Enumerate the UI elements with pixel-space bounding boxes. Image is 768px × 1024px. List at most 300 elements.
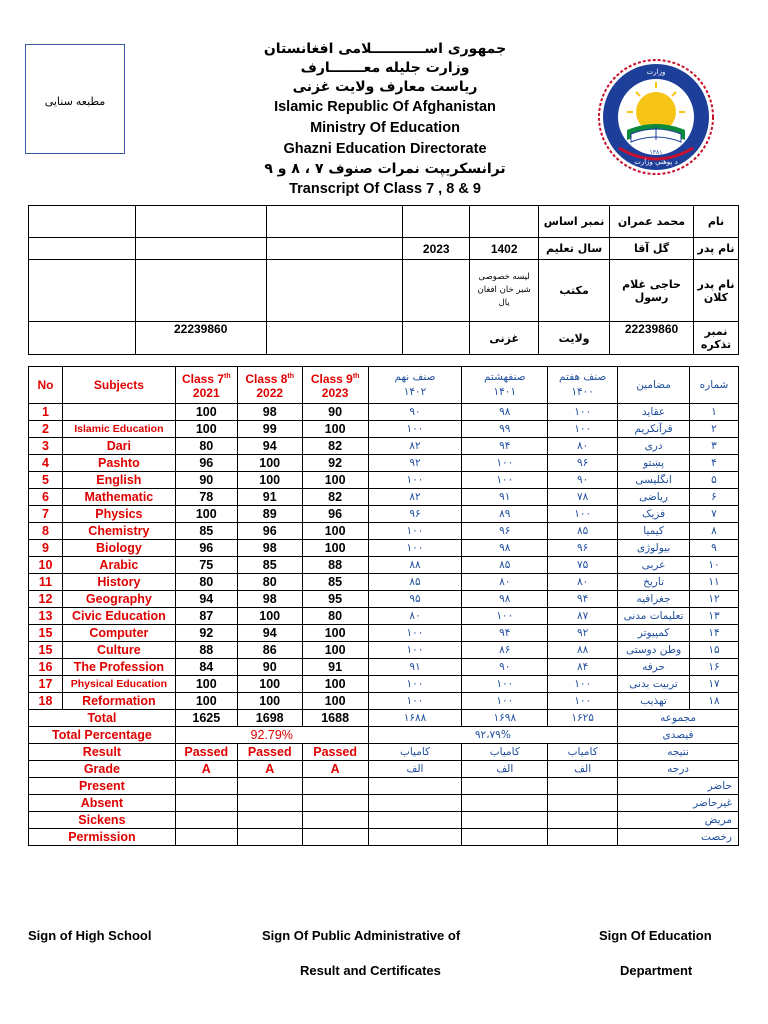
subject-name: English [62, 472, 175, 489]
percentage-label-fa: فیصدی [618, 727, 739, 744]
subject-name: Islamic Education [62, 421, 175, 438]
total-class8: 1698 [237, 710, 302, 727]
subject-number-fa: ۱۷ [690, 676, 739, 693]
col-class8: Class 8th 2022 [237, 367, 302, 404]
class9-score: 100 [302, 421, 368, 438]
sickens-cell [302, 812, 368, 829]
present-cell [237, 778, 302, 795]
result-class7: Passed [175, 744, 237, 761]
present-cell [302, 778, 368, 795]
grades-table [28, 366, 739, 846]
grade-class7: A [175, 761, 237, 778]
fa9-score: ۹۶ [368, 506, 462, 523]
fa8-score: ۸۵ [462, 557, 548, 574]
sickens-cell [368, 812, 462, 829]
result-label: Result [29, 744, 176, 761]
subject-name-fa: دری [618, 438, 690, 455]
col-fa-no: شماره [690, 367, 739, 404]
subject-name-fa: عربی [618, 557, 690, 574]
fa9-score: ۹۱ [368, 659, 462, 676]
class7-score: 96 [175, 540, 237, 557]
subject-row [29, 625, 739, 642]
subject-number: 6 [29, 489, 63, 506]
fa8-score: ۸۹ [462, 506, 548, 523]
subject-number: 15 [29, 625, 63, 642]
subject-name: Geography [62, 591, 175, 608]
class9-score: 100 [302, 540, 368, 557]
subject-name-fa: کیمیا [618, 523, 690, 540]
subject-name: Reformation [62, 693, 175, 710]
absent-label-fa: غیرحاضر [618, 795, 739, 812]
class7-score: 100 [175, 693, 237, 710]
col-subjects: Subjects [62, 367, 175, 404]
class7-score: 94 [175, 591, 237, 608]
document-header [250, 40, 520, 200]
fa7-score: ۸۸ [548, 642, 618, 659]
fa8-score: ۹۴ [462, 438, 548, 455]
father-label: نام پدر [693, 238, 738, 260]
subject-name: Computer [62, 625, 175, 642]
ministry-logo [597, 58, 715, 176]
percentage-label: Total Percentage [29, 727, 176, 744]
class8-score: 89 [237, 506, 302, 523]
total-fa7: ۱۶۲۵ [548, 710, 618, 727]
class9-score: 80 [302, 608, 368, 625]
subject-name-fa: انگلیسی [618, 472, 690, 489]
class8-score: 98 [237, 591, 302, 608]
sign-education-dept-line2: Department [620, 963, 693, 978]
sickens-label-fa: مریض [618, 812, 739, 829]
fa8-score: ۹۸ [462, 540, 548, 557]
fa8-score: ۱۰۰ [462, 676, 548, 693]
col-fa7: صنف هفتم ۱۴۰۰ [548, 367, 618, 404]
subject-row [29, 421, 739, 438]
present-label: Present [29, 778, 176, 795]
class9-score: 96 [302, 506, 368, 523]
permission-cell [548, 829, 618, 846]
fa9-score: ۱۰۰ [368, 693, 462, 710]
subject-number: 2 [29, 421, 63, 438]
class7-score: 100 [175, 506, 237, 523]
class7-score: 96 [175, 455, 237, 472]
subject-number-fa: ۸ [690, 523, 739, 540]
total-fa9: ۱۶۸۸ [368, 710, 462, 727]
class7-score: 90 [175, 472, 237, 489]
class9-score: 85 [302, 574, 368, 591]
subject-number-fa: ۱۶ [690, 659, 739, 676]
class8-score: 85 [237, 557, 302, 574]
col-class9: Class 9th 2023 [302, 367, 368, 404]
fa7-score: ۹۲ [548, 625, 618, 642]
sickens-label: Sickens [29, 812, 176, 829]
header-ministry-en: Ministry Of Education [310, 120, 460, 136]
subject-row [29, 455, 739, 472]
subject-number-fa: ۴ [690, 455, 739, 472]
school-value: لیسه خصوصی شیر خان افغان یال [470, 260, 539, 322]
subject-name [62, 404, 175, 421]
class8-score: 100 [237, 676, 302, 693]
class8-score: 91 [237, 489, 302, 506]
subject-number: 8 [29, 523, 63, 540]
grade-class9: A [302, 761, 368, 778]
fa7-score: ۸۷ [548, 608, 618, 625]
fa8-score: ۱۰۰ [462, 693, 548, 710]
subject-name: Dari [62, 438, 175, 455]
fa8-score: ۸۰ [462, 574, 548, 591]
subject-number-fa: ۶ [690, 489, 739, 506]
fa9-score: ۹۲ [368, 455, 462, 472]
subject-number-fa: ۱۵ [690, 642, 739, 659]
transcript-title-en: Transcript Of Class 7 , 8 & 9 [289, 181, 481, 197]
subject-name: Arabic [62, 557, 175, 574]
header-republic-en: Islamic Republic Of Afghanistan [274, 99, 496, 115]
fa9-score: ۱۰۰ [368, 523, 462, 540]
class9-score: 91 [302, 659, 368, 676]
class8-score: 94 [237, 625, 302, 642]
subject-number: 13 [29, 608, 63, 625]
grandfather-label: نام پدر کلان [693, 260, 738, 322]
fa7-score: ۸۴ [548, 659, 618, 676]
absent-cell [175, 795, 237, 812]
subject-number: 10 [29, 557, 63, 574]
class7-score: 85 [175, 523, 237, 540]
class7-score: 84 [175, 659, 237, 676]
header-directorate-fa: ریاست معارف ولایت غزنی [292, 79, 478, 95]
grade-label: Grade [29, 761, 176, 778]
result-class8: Passed [237, 744, 302, 761]
class9-score: 100 [302, 642, 368, 659]
present-row [29, 778, 739, 795]
grade-fa9: الف [368, 761, 462, 778]
subject-number: 7 [29, 506, 63, 523]
result-label-fa: نتیجه [618, 744, 739, 761]
class8-score: 100 [237, 693, 302, 710]
fa9-score: ۱۰۰ [368, 625, 462, 642]
photo-placeholder [25, 44, 125, 154]
subject-number-fa: ۱۲ [690, 591, 739, 608]
class8-score: 98 [237, 540, 302, 557]
fa8-score: ۸۶ [462, 642, 548, 659]
grade-fa7: الف [548, 761, 618, 778]
fa9-score: ۸۵ [368, 574, 462, 591]
logo-year: ۱۳۸۱ [649, 149, 663, 156]
subject-number-fa: ۱۱ [690, 574, 739, 591]
result-fa9: کامیاب [368, 744, 462, 761]
result-fa8: کامیاب [462, 744, 548, 761]
id-number-value: 22239860 [610, 322, 694, 355]
fa9-score: ۸۲ [368, 489, 462, 506]
subject-row [29, 693, 739, 710]
permission-cell [462, 829, 548, 846]
present-cell [368, 778, 462, 795]
sickens-cell [175, 812, 237, 829]
percentage-value: 92.79% [175, 727, 368, 744]
fa8-score: ۹۹ [462, 421, 548, 438]
result-fa7: کامیاب [548, 744, 618, 761]
class9-score: 82 [302, 489, 368, 506]
name-value: محمد عمران [610, 206, 694, 238]
fa7-score: ۱۰۰ [548, 676, 618, 693]
result-row [29, 744, 739, 761]
subject-name: The Profession [62, 659, 175, 676]
class9-score: 100 [302, 472, 368, 489]
class8-score: 94 [237, 438, 302, 455]
permission-cell [237, 829, 302, 846]
fa8-score: ۹۱ [462, 489, 548, 506]
subject-number-fa: ۵ [690, 472, 739, 489]
sign-public-admin-line2: Result and Certificates [300, 963, 441, 978]
fa8-score: ۹۴ [462, 625, 548, 642]
grandfather-value: حاجی غلام رسول [610, 260, 694, 322]
class9-score: 82 [302, 438, 368, 455]
subject-name-fa: عقاید [618, 404, 690, 421]
percentage-value-fa: ۹۲،۷۹% [368, 727, 618, 744]
subject-row [29, 642, 739, 659]
subject-name: Biology [62, 540, 175, 557]
subject-name-fa: ریاضی [618, 489, 690, 506]
fa9-score: ۸۸ [368, 557, 462, 574]
id-number-label: نمبر تذکره [693, 322, 738, 355]
subject-number: 18 [29, 693, 63, 710]
fa9-score: ۹۰ [368, 404, 462, 421]
logo-bottom-text: د پوهنې وزارت [634, 158, 678, 166]
percentage-row [29, 727, 739, 744]
subject-row [29, 659, 739, 676]
subject-number-fa: ۱۳ [690, 608, 739, 625]
subject-name: Civic Education [62, 608, 175, 625]
absent-cell [302, 795, 368, 812]
class7-score: 80 [175, 574, 237, 591]
absent-cell [548, 795, 618, 812]
sign-high-school: Sign of High School [28, 928, 152, 943]
absent-cell [462, 795, 548, 812]
subject-name-fa: فزیک [618, 506, 690, 523]
class7-score: 100 [175, 676, 237, 693]
subject-name: Physics [62, 506, 175, 523]
subject-name-fa: تعلیمات مدنی [618, 608, 690, 625]
fa7-score: ۹۶ [548, 455, 618, 472]
total-row [29, 710, 739, 727]
total-class7: 1625 [175, 710, 237, 727]
sign-public-admin: Sign Of Public Administrative of [262, 928, 461, 943]
subject-row [29, 608, 739, 625]
total-label: Total [29, 710, 176, 727]
subject-number: 4 [29, 455, 63, 472]
class8-score: 86 [237, 642, 302, 659]
subject-name: Pashto [62, 455, 175, 472]
absent-cell [368, 795, 462, 812]
class7-score: 87 [175, 608, 237, 625]
subject-row [29, 523, 739, 540]
fa9-score: ۱۰۰ [368, 642, 462, 659]
student-info-table [28, 205, 739, 355]
class7-score: 100 [175, 404, 237, 421]
absent-row [29, 795, 739, 812]
present-cell [462, 778, 548, 795]
grade-label-fa: درجه [618, 761, 739, 778]
class9-score: 88 [302, 557, 368, 574]
id-number-left: 22239860 [135, 322, 266, 355]
subject-number: 11 [29, 574, 63, 591]
subject-row [29, 438, 739, 455]
subject-name: Culture [62, 642, 175, 659]
class7-score: 92 [175, 625, 237, 642]
class8-score: 99 [237, 421, 302, 438]
subject-name-fa: جغرافیه [618, 591, 690, 608]
fa7-score: ۹۰ [548, 472, 618, 489]
subject-number: 17 [29, 676, 63, 693]
school-label: مکتب [539, 260, 610, 322]
fa7-score: ۸۰ [548, 438, 618, 455]
col-fa8: صنفهشتم ۱۴۰۱ [462, 367, 548, 404]
fa8-score: ۹۸ [462, 404, 548, 421]
class7-score: 78 [175, 489, 237, 506]
subject-name-fa: تاریخ [618, 574, 690, 591]
subject-row [29, 506, 739, 523]
transcript-title-fa: ترانسکریپت نمرات صنوف ۷ ، ۸ و ۹ [264, 161, 506, 177]
present-cell [548, 778, 618, 795]
fa7-score: ۸۵ [548, 523, 618, 540]
fa8-score: ۹۸ [462, 591, 548, 608]
permission-label-fa: رخصت [618, 829, 739, 846]
year-label: سال تعلیم [539, 238, 610, 260]
class8-score: 100 [237, 472, 302, 489]
subject-row [29, 557, 739, 574]
subject-name-fa: بیولوژی [618, 540, 690, 557]
subject-name-fa: وطن دوستی [618, 642, 690, 659]
subject-row [29, 540, 739, 557]
fa7-score: ۹۴ [548, 591, 618, 608]
class9-score: 92 [302, 455, 368, 472]
result-class9: Passed [302, 744, 368, 761]
class9-score: 100 [302, 693, 368, 710]
subject-number: 5 [29, 472, 63, 489]
subject-name-fa: قرآنکریم [618, 421, 690, 438]
class7-score: 100 [175, 421, 237, 438]
grade-row [29, 761, 739, 778]
absent-label: Absent [29, 795, 176, 812]
subject-number: 9 [29, 540, 63, 557]
fa7-score: ۹۶ [548, 540, 618, 557]
col-fa9: صنف نهم ۱۴۰۲ [368, 367, 462, 404]
permission-cell [368, 829, 462, 846]
class9-score: 90 [302, 404, 368, 421]
class9-score: 100 [302, 523, 368, 540]
grades-header-row [29, 367, 739, 404]
subject-row [29, 404, 739, 421]
class9-score: 95 [302, 591, 368, 608]
fa7-score: ۱۰۰ [548, 693, 618, 710]
name-label: نام [693, 206, 738, 238]
class8-score: 90 [237, 659, 302, 676]
photo-label: مطبعه سنایی [44, 96, 106, 108]
subject-number-fa: ۱۴ [690, 625, 739, 642]
class7-score: 75 [175, 557, 237, 574]
fa9-score: ۱۰۰ [368, 472, 462, 489]
total-fa8: ۱۶۹۸ [462, 710, 548, 727]
header-ministry-fa: وزارت جلیله معـــــــارف [300, 60, 470, 76]
fa7-score: ۱۰۰ [548, 506, 618, 523]
year-shamsi: 1402 [470, 238, 539, 260]
class9-score: 100 [302, 625, 368, 642]
total-class9: 1688 [302, 710, 368, 727]
subject-row [29, 574, 739, 591]
sickens-row [29, 812, 739, 829]
permission-label: Permission [29, 829, 176, 846]
fa9-score: ۸۲ [368, 438, 462, 455]
grade-class8: A [237, 761, 302, 778]
class8-score: 100 [237, 608, 302, 625]
fa7-score: ۷۸ [548, 489, 618, 506]
permission-cell [175, 829, 237, 846]
sickens-cell [237, 812, 302, 829]
subject-name: Physical Education [62, 676, 175, 693]
header-republic-fa: جمهوری اســـــــــــلامی افغانستان [263, 41, 507, 57]
subject-number: 12 [29, 591, 63, 608]
class8-score: 100 [237, 455, 302, 472]
fa8-score: ۹۰ [462, 659, 548, 676]
present-label-fa: حاضر [618, 778, 739, 795]
subject-name-fa: تربیت بدنی [618, 676, 690, 693]
fa7-score: ۱۰۰ [548, 404, 618, 421]
class8-score: 96 [237, 523, 302, 540]
subject-number-fa: ۳ [690, 438, 739, 455]
fa8-score: ۱۰۰ [462, 608, 548, 625]
permission-row [29, 829, 739, 846]
grade-fa8: الف [462, 761, 548, 778]
col-fa-subjects: مضامین [618, 367, 690, 404]
fa9-score: ۱۰۰ [368, 676, 462, 693]
class8-score: 98 [237, 404, 302, 421]
subject-name-fa: کمپیوتر [618, 625, 690, 642]
subject-row [29, 472, 739, 489]
subject-number: 3 [29, 438, 63, 455]
class8-score: 80 [237, 574, 302, 591]
sickens-cell [548, 812, 618, 829]
sign-education-dept: Sign Of Education [599, 928, 712, 943]
subject-row [29, 676, 739, 693]
subject-row [29, 489, 739, 506]
province-label: ولایت [539, 322, 610, 355]
subject-number-fa: ۱ [690, 404, 739, 421]
subject-number: 15 [29, 642, 63, 659]
class7-score: 80 [175, 438, 237, 455]
fa7-score: ۸۰ [548, 574, 618, 591]
fa7-score: ۷۵ [548, 557, 618, 574]
total-label-fa: مجموعه [618, 710, 739, 727]
province-value: غزنی [470, 322, 539, 355]
base-number-label: نمبر اساس [539, 206, 610, 238]
subject-name-fa: تهذیب [618, 693, 690, 710]
fa7-score: ۱۰۰ [548, 421, 618, 438]
subject-name: History [62, 574, 175, 591]
logo-top-text: وزارت [646, 68, 666, 76]
col-no: No [29, 367, 63, 404]
subject-number: 16 [29, 659, 63, 676]
class9-score: 100 [302, 676, 368, 693]
subject-name: Chemistry [62, 523, 175, 540]
subject-number-fa: ۱۰ [690, 557, 739, 574]
subject-number-fa: ۷ [690, 506, 739, 523]
permission-cell [302, 829, 368, 846]
col-class7: Class 7th 2021 [175, 367, 237, 404]
subject-number: 1 [29, 404, 63, 421]
subject-number-fa: ۲ [690, 421, 739, 438]
present-cell [175, 778, 237, 795]
fa9-score: ۱۰۰ [368, 540, 462, 557]
sickens-cell [462, 812, 548, 829]
father-value: گل آقا [610, 238, 694, 260]
